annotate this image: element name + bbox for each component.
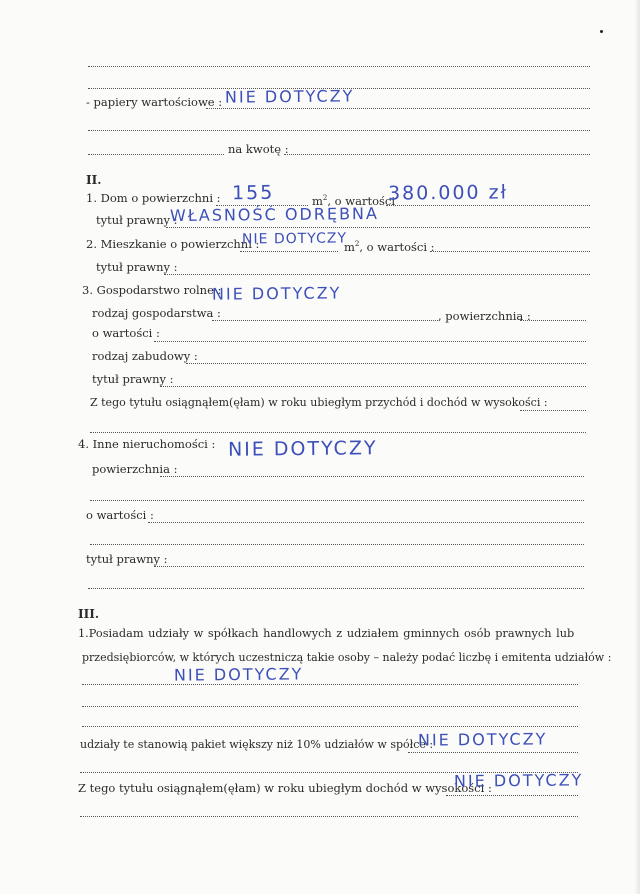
dotted-line — [90, 432, 586, 433]
dom-unit: $m^2$, o wartości — [312, 193, 396, 208]
dotted-line — [88, 130, 590, 131]
rodzaj-gosp-label: rodzaj gospodarstwa : — [92, 306, 221, 320]
inne-tytul-label: tytuł prawny : — [86, 552, 168, 566]
dotted-line — [90, 500, 584, 501]
mieszkanie-label: 2. Mieszkanie o powierzchni : — [86, 237, 260, 251]
dotted-line — [186, 363, 586, 364]
dochod-handwritten: NIE DOTYCZY — [453, 770, 584, 791]
dotted-line — [386, 205, 590, 206]
dom-area-handwritten: 155 — [231, 181, 275, 205]
papiery-handwritten-value: NIE DOTYCZY — [224, 86, 355, 107]
dotted-line — [212, 320, 438, 321]
gosp-przychod-label: Z tego tytułu osiągnąłem(ęłam) w roku ubiegłym przychód i dochód w wysokości : — [90, 396, 548, 409]
papiery-label: - papiery wartościowe : — [86, 95, 223, 109]
na-kwote-label: na kwotę : — [228, 142, 289, 156]
inne-wartosc-label: o wartości : — [86, 508, 154, 522]
scan-speck — [600, 30, 603, 33]
dotted-line — [88, 588, 584, 589]
section-heading-iii: III. — [78, 607, 100, 621]
mieszkanie-unit: $m^2$, o wartości : — [344, 239, 435, 254]
dotted-line — [520, 320, 586, 321]
dotted-line — [148, 522, 584, 523]
pakiet-handwritten: NIE DOTYCZY — [417, 729, 548, 750]
dotted-line — [240, 251, 338, 252]
mieszkanie-handwritten: NIE DOTYCZY — [241, 230, 348, 248]
dotted-line — [164, 274, 590, 275]
dotted-line — [82, 706, 578, 707]
dotted-line — [160, 476, 584, 477]
dotted-line — [446, 795, 578, 796]
dotted-line — [166, 227, 590, 228]
pakiet-label: udziały te stanowią pakiet większy niż 10% udziałów w spółce : — [80, 738, 434, 751]
gosp-wartosc-label: o wartości : — [92, 326, 160, 340]
dom-value-handwritten: 380.000 zł — [387, 181, 509, 205]
dotted-line — [82, 684, 578, 685]
dom-tytul-label: tytuł prawny : — [96, 213, 178, 227]
inne-handwritten: NIE DOTYCZY — [227, 437, 378, 461]
udzialy-line-1: 1.Posiadam udziały w spółkach handlowych z udziałem gminnych osób prawnych lub — [78, 627, 575, 640]
scan-edge-shadow — [634, 0, 640, 894]
dotted-line — [206, 108, 590, 109]
section-heading-ii: II. — [86, 173, 102, 187]
udzialy-line-2: przedsiębiorców, w których uczestniczą takie osoby – należy podać liczbę i emitenta udziałów : — [82, 651, 612, 664]
udzialy-handwritten: NIE DOTYCZY — [173, 664, 304, 685]
dom-label: 1. Dom o powierzchni : — [86, 191, 221, 205]
dotted-line — [90, 544, 584, 545]
dotted-line — [430, 251, 590, 252]
dotted-line — [520, 410, 586, 411]
dom-tytul-handwritten: WŁASNOŚĆ ODRĘBNA — [169, 203, 380, 226]
dotted-line — [160, 386, 586, 387]
dochod-label: Z tego tytułu osiągnąłem(ęłam) w roku ubiegłym dochód w wysokości : — [78, 781, 492, 795]
dotted-line — [408, 752, 578, 753]
powierzchnia-label: , powierzchnia : — [438, 309, 531, 323]
inne-powierzchnia-label: powierzchnia : — [92, 462, 178, 476]
rodzaj-zabud-label: rodzaj zabudowy : — [92, 349, 198, 363]
dotted-line — [82, 726, 578, 727]
dotted-line — [88, 66, 590, 67]
dotted-line — [154, 341, 586, 342]
gospodarstwo-label: 3. Gospodarstwo rolne : — [82, 283, 222, 297]
dotted-line — [80, 816, 578, 817]
dotted-line — [88, 154, 224, 155]
inne-label: 4. Inne nieruchomości : — [78, 437, 216, 451]
mieszkanie-tytul-label: tytuł prawny : — [96, 260, 178, 274]
gospodarstwo-handwritten: NIE DOTYCZY — [211, 283, 342, 304]
dotted-line — [284, 154, 590, 155]
gosp-tytul-label: tytuł prawny : — [92, 372, 174, 386]
dotted-line — [154, 566, 584, 567]
